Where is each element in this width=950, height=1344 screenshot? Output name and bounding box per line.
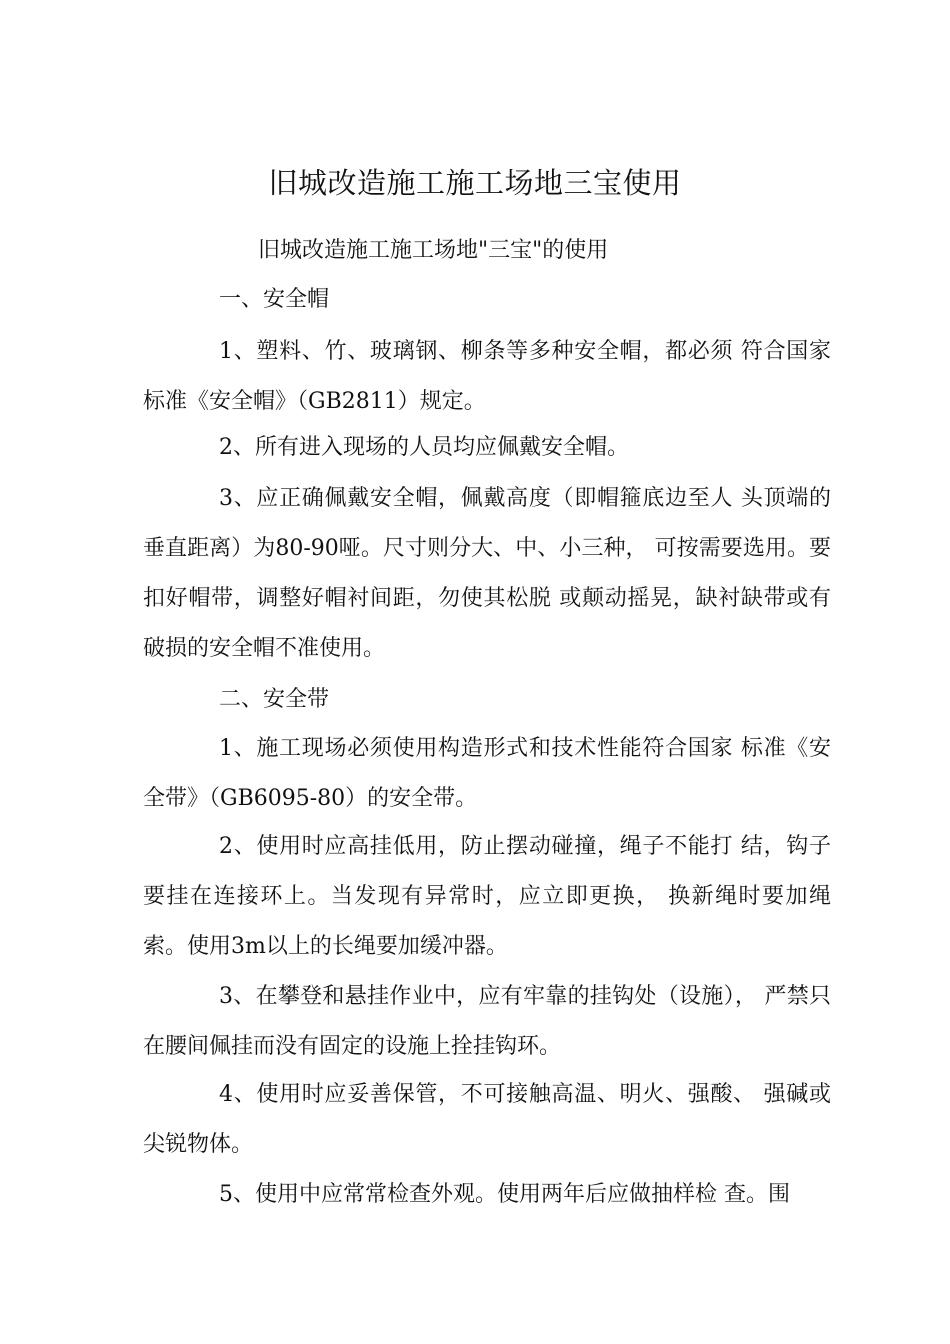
document-subtitle: 旧城改造施工施工场地"三宝"的使用	[258, 238, 609, 263]
paragraph-belt-3: 3、在攀登和悬挂作业中，应有牢靠的挂钩处（设施）， 严禁只在腰间佩挂而没有固定的设施上拴挂钩环。	[143, 984, 831, 1059]
paragraph-belt-5: 5、使用中应常常检查外观。使用两年后应做抽样检 查。围	[219, 1182, 790, 1207]
document-title: 旧城改造施工施工场地三宝使用	[268, 166, 682, 200]
paragraph-helmet-3: 3、应正确佩戴安全帽，佩戴高度（即帽箍底边至人 头顶端的垂直距离）为80-90哑。尺寸则分大、中、小三种， 可按需要选用。要扣好帽带，调整好帽衬间距，勿使其松脱 或颠动摇晃，缺衬缺带或有破损的安全帽不准使用。	[143, 486, 831, 661]
paragraph-belt-4: 4、使用时应妥善保管，不可接触高温、明火、强酸、 强碱或尖锐物体。	[143, 1082, 831, 1157]
section-heading-belt: 二、安全带	[219, 687, 330, 712]
paragraph-belt-1: 1、施工现场必须使用构造形式和技术性能符合国家 标准《安全带》（GB6095-80）的安全带。	[143, 736, 831, 811]
paragraph-helmet-2: 2、所有进入现场的人员均应佩戴安全帽。	[219, 435, 629, 460]
paragraph-belt-2: 2、使用时应高挂低用，防止摆动碰撞，绳子不能打 结，钩子要挂在连接环上。当发现有异常时，应立即更换， 换新绳时要加绳索。使用3m以上的长绳要加缓冲器。	[143, 834, 831, 959]
section-heading-helmet: 一、安全帽	[219, 287, 330, 312]
paragraph-helmet-1: 1、塑料、竹、玻璃钢、柳条等多种安全帽，都必须 符合国家标准《安全帽》（GB2811）规定。	[143, 339, 831, 414]
